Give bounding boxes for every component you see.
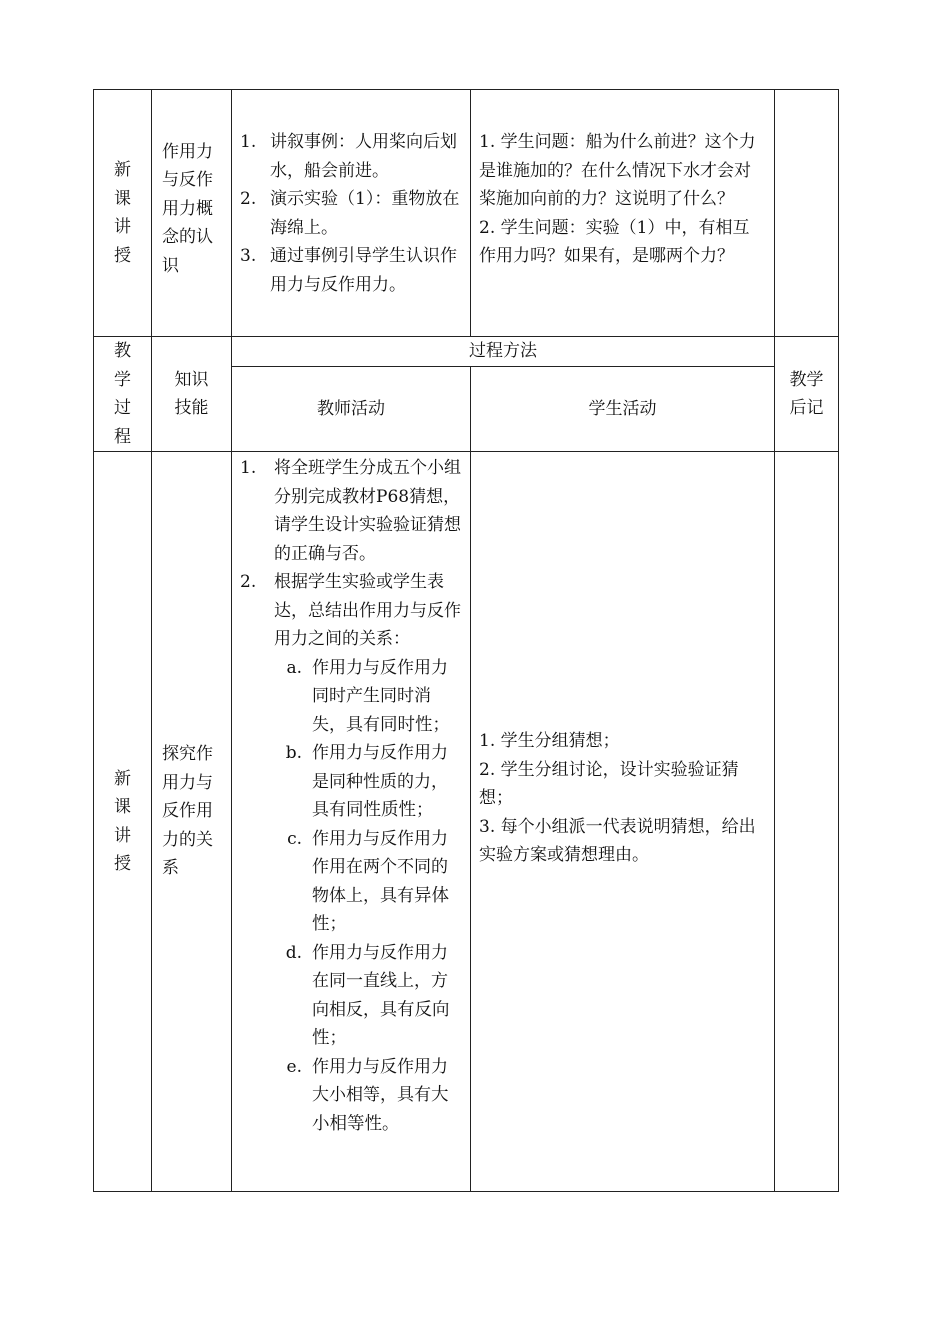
header-teacher-label: 教师活动 [317, 398, 385, 419]
stage-cell [94, 452, 152, 1192]
sub-list-item: a. 作用力与反作用力同时产生同时消失，具有同时性； [286, 657, 450, 735]
header-student-label: 学生活动 [588, 398, 657, 419]
header-student-cell [471, 367, 775, 452]
student-item: 1. 学生分组猜想； [479, 731, 620, 752]
header-knowledge-label: 知识技能 [174, 369, 209, 418]
student-item: 2. 学生分组讨论，设计实验验证猜想； [479, 759, 739, 809]
sub-list-item: b. 作用力与反作用力是同种性质的力，具有同性质性； [285, 743, 448, 820]
header-process-cell [232, 337, 775, 367]
list-item: 3. 通过事例引导学生认识作用力与反作用力。 [240, 246, 457, 295]
sub-list-item: e. 作用力与反作用力大小相等，具有大小相等性。 [286, 1056, 449, 1134]
sub-list-item: d. 作用力与反作用力在同一直线上，方向相反，具有反向性； [285, 942, 450, 1048]
notes-cell [775, 452, 839, 1192]
teacher-activity-cell [232, 90, 471, 337]
relationship-row [94, 452, 839, 1192]
stage-cell [94, 90, 152, 337]
student-activity-cell [471, 452, 775, 1192]
list-item: 2. 演示实验（1）：重物放在海绵上。 [240, 189, 460, 238]
relationship-sublist [240, 654, 462, 1139]
student-item: 3. 每个小组派一代表说明猜想，给出实验方案或猜想理由。 [479, 816, 756, 866]
stage-label: 新课讲授 [113, 768, 131, 874]
header-knowledge-cell [152, 337, 232, 452]
header-stage-cell [94, 337, 152, 452]
concept-row [94, 90, 839, 337]
lesson-plan-table [93, 89, 839, 1192]
list-item: 1. 讲叙事例：人用桨向后划水，船会前进。 [240, 132, 457, 181]
teacher-activity-list [240, 128, 462, 299]
knowledge-label: 探究作用力与反作用力的关系 [162, 744, 213, 879]
knowledge-cell [152, 452, 232, 1192]
header-process-label: 过程方法 [469, 341, 537, 362]
student-item: 2. 学生问题：实验（1）中，有相互作用力吗？如果有，是哪两个力？ [479, 217, 750, 266]
knowledge-label: 作用力与反作用力概念的认识 [162, 141, 213, 276]
notes-cell [775, 90, 839, 337]
teacher-activity-cell [232, 452, 471, 1192]
teacher-activity-list [240, 454, 462, 1138]
header-teacher-cell [232, 367, 471, 452]
lesson-plan-page [93, 89, 838, 1192]
sub-list-item: c. 作用力与反作用力作用在两个不同的物体上，具有异体性； [287, 828, 449, 934]
list-item: 2. 根据学生实验或学生表达，总结出作用力与反作用力之间的关系： a. 作用力与反作用力同时产生同时消失，具有同时性； b. 作用力与反作用力是同种性质的力，具有同性质性； c. 作用力与反作用力作用在两个不同的物体上，具有异体性； d. 作用力与反作用力在同一直线上，方向相反，具有反向性； e. 作用力与反作用力大小相等，具有大小相等性。 [240, 568, 462, 1138]
header-row [94, 337, 839, 367]
header-notes-label: 教学后记 [789, 369, 824, 418]
student-activity-cell [471, 90, 775, 337]
knowledge-cell [152, 90, 232, 337]
stage-label: 新课讲授 [113, 160, 131, 266]
header-notes-cell [775, 337, 839, 452]
list-item: 1. 将全班学生分成五个小组分别完成教材P68猜想，请学生设计实验验证猜想的正确与否。 [240, 458, 461, 564]
student-item: 1. 学生问题：船为什么前进？这个力是谁施加的？在什么情况下水才会对桨施加向前的力？这说明了什么？ [479, 132, 756, 209]
header-stage-label: 教学过程 [113, 341, 131, 447]
